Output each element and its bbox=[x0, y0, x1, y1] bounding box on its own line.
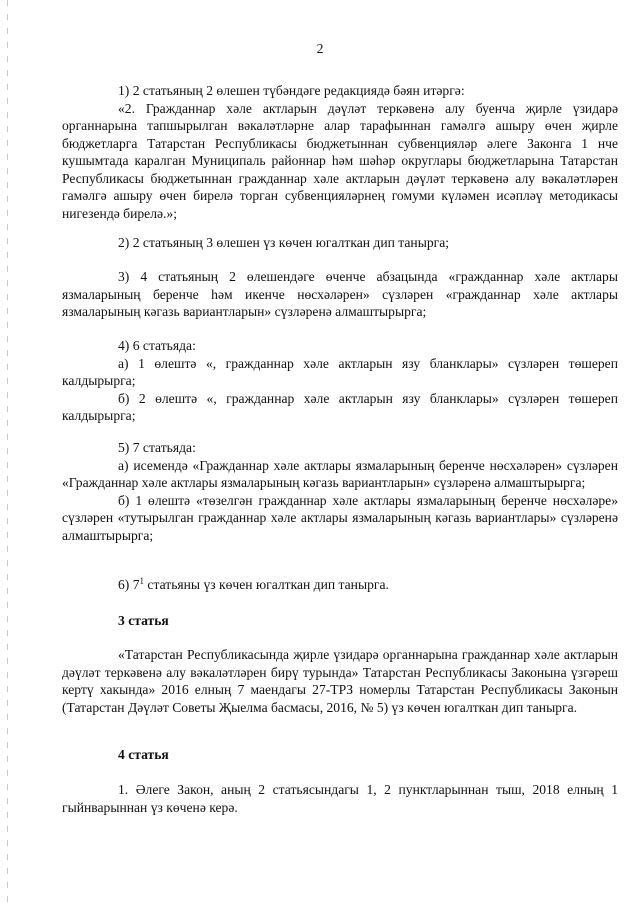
amendment-5 bbox=[62, 439, 618, 544]
amendment-4-item-a: а) 1 өлештә «, гражданнар хәле актларын язу бланклары» сүзләрен төшереп калдырырга; bbox=[62, 355, 618, 388]
amendment-1-quote: «2. Гражданнар хәле актларын дәүләт теркәвенә алу буенча җирле үзидарә органнарына тапшырылган вәкаләтләрне алар тарафыннан гамәлгә ашыру өчен җирле бюджетларга Татарстан Республикасы бюджетыннан субвенцияләр әлеге Законга 1 нче кушымтада каралган Муниципаль районнар һәм шәһәр округлары бюджетларына Татарстан Республикасы бюджетыннан гражданнар хәле актларын дәүләт теркәвенә алу вәкаләтләрен гамәлгә ашыру өчен бирелә торган субвенцияләрнең гомуми күләмен исәпләү методикасы нигезендә бирелә.»; bbox=[62, 100, 618, 221]
amendment-4-item-b: б) 2 өлештә «, гражданнар хәле актларын язу бланклары» сүзләрен төшереп калдырырга; bbox=[62, 390, 618, 423]
amendment-3-text: 3) 4 статьяның 2 өлешендәге өченче абзацында «гражданнар хәле актлары язмаларының беренче һәм икенче нөсхәләрен» сүзләрен «гражданнар хәле актлары язмаларының кәгазь вариантларын» сүзләренә алмаштырырга; bbox=[62, 269, 618, 319]
amendment-1 bbox=[62, 82, 618, 222]
amendment-5-heading: 5) 7 статьяда: bbox=[118, 440, 196, 455]
amendment-6-superscript: 1 bbox=[139, 576, 145, 586]
amendment-6-text bbox=[62, 576, 618, 594]
scan-edge-line bbox=[7, 0, 8, 905]
amendment-3 bbox=[62, 268, 618, 321]
amendment-1-text: 1) 2 статьяның 2 өлешен түбәндәге редакциядә бәян итәргә: bbox=[118, 83, 465, 98]
article-3-heading: 3 статья bbox=[118, 613, 169, 628]
amendment-2-text: 2) 2 статьяның 3 өлешен үз көчен югалткан дип танырга; bbox=[118, 235, 450, 250]
article-4-text: 1. Әлеге Закон, аның 2 статьясындагы 1, 2 пунктларыннан тыш, 2018 елның 1 гыйнварыннан үз көченә керә. bbox=[62, 782, 618, 815]
amendment-6-prefix: 6) 7 bbox=[118, 577, 140, 592]
amendment-6 bbox=[62, 576, 618, 594]
amendment-4 bbox=[62, 337, 618, 425]
article-3-heading-wrap bbox=[62, 612, 618, 630]
article-4-body bbox=[62, 781, 618, 816]
amendment-5-item-b: б) 1 өлештә «төзелгән гражданнар хәле актлары язмаларының беренче нөсхәләре» сүзләрен «тутырылган гражданнар хәле актлары язмаларының кәгазь вариантлары» сүзләренә алмаштырырга; bbox=[62, 492, 618, 543]
article-3-text: «Татарстан Республикасында җирле үзидарә органнарына гражданнар хәле актларын дәүләт теркәвенә алу вәкаләтләрен бирү турында» Татарстан Республикасы Законына үзгәреш кертү хакында» 2016 елның 7 маендагы 27-ТРЗ номерлы Татарстан Республикасы Законын (Татарстан Дәүләт Советы Җыелма басмасы, 2016, № 5) үз көчен югалткан дип танырга. bbox=[62, 647, 618, 715]
amendment-4-heading: 4) 6 статьяда: bbox=[118, 338, 196, 353]
page-number: 2 bbox=[316, 41, 324, 56]
amendment-6-suffix: статьяны үз көчен югалткан дип танырга. bbox=[144, 577, 389, 592]
amendment-5-item-a: а) исемендә «Гражданнар хәле актлары язмаларының беренче нөсхәләрен» сүзләрен «Гражданнар хәле актлары язмаларының кәгазь вариантларын» сүзләренә алмаштырырга; bbox=[62, 457, 618, 490]
article-4-heading: 4 статья bbox=[118, 747, 169, 762]
article-4-heading-wrap bbox=[62, 746, 618, 764]
article-3-body bbox=[62, 646, 618, 716]
amendment-2 bbox=[62, 234, 618, 252]
